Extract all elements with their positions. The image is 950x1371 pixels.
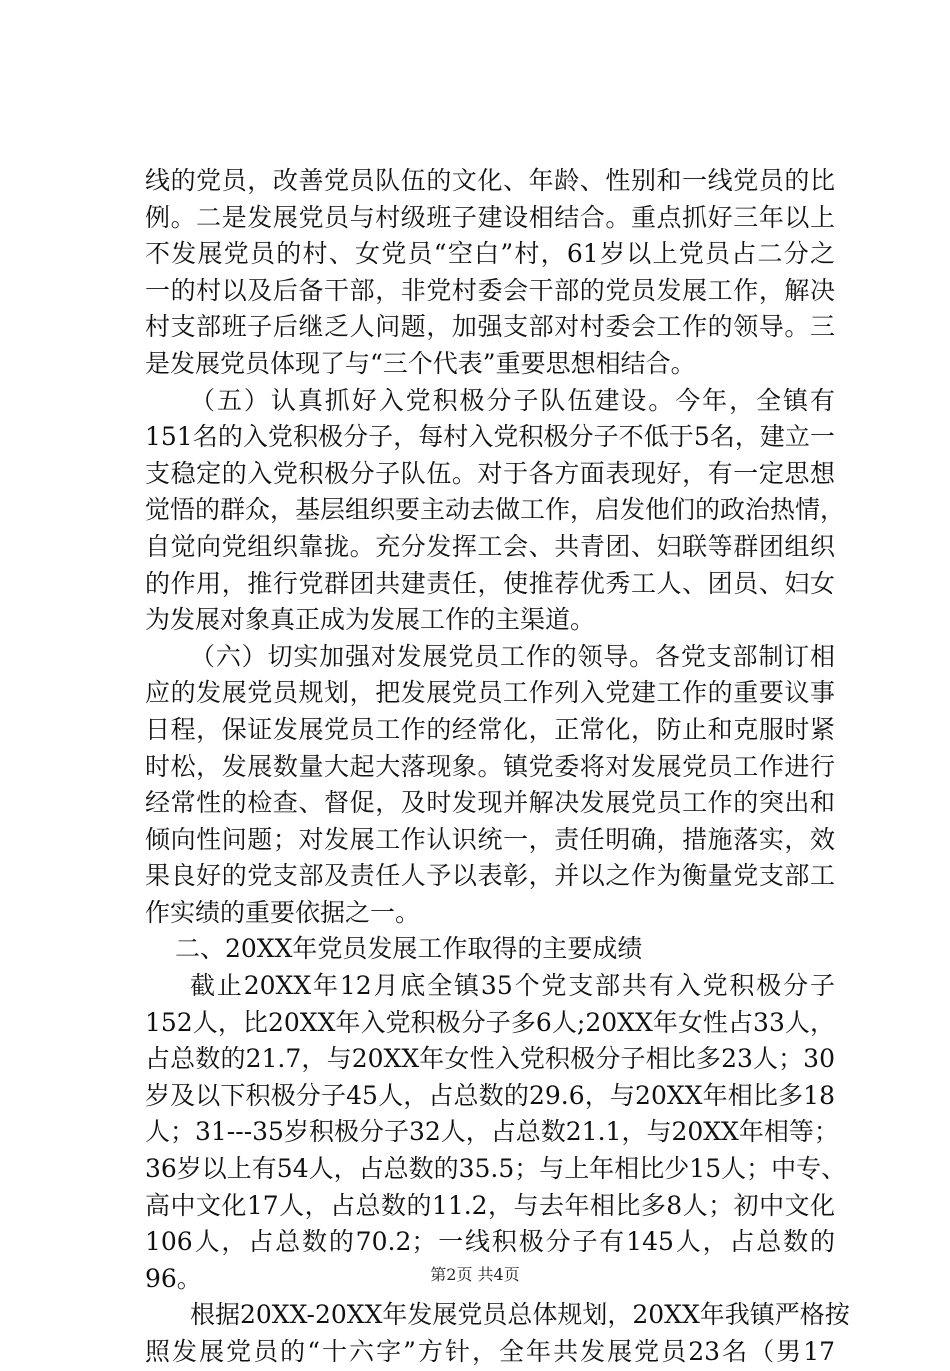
text-line: 一的村以及后备干部，非党村委会干部的党员发展工作，解决 — [145, 275, 835, 305]
text-line: 人；31---35岁积极分子32人，占总数21.1，与20XX年相等； — [145, 1117, 839, 1147]
text-line: 经常性的检查、督促，及时发现并解决发展党员工作的突出和 — [145, 788, 835, 818]
text-line: 支稳定的入党积极分子队伍。对于各方面表现好，有一定思想 — [145, 458, 835, 488]
text-line: 为发展对象真正成为发展工作的主渠道。 — [145, 605, 596, 635]
text-line: （六）切实加强对发展党员工作的领导。各党支部制订相 — [190, 641, 835, 671]
text-line: 不发展党员的村、女党员“空白”村，61岁以上党员占二分之 — [145, 239, 835, 269]
text-line: 果良好的党支部及责任人予以表彰，并以之作为衡量党支部工 — [145, 861, 835, 891]
text-line: 倾向性问题；对发展工作认识统一，责任明确，措施落实，效 — [145, 824, 835, 854]
text-line: 根据20XX-20XX年发展党员总体规划，20XX年我镇严格按 — [190, 1300, 850, 1330]
text-line: 36岁以上有54人，占总数的35.5；与上年相比少15人；中专、 — [145, 1154, 847, 1184]
text-line: 岁及以下积极分子45人，占总数的29.6，与20XX年相比多18 — [145, 1080, 835, 1110]
text-line: 152人，比20XX年入党积极分子多6人;20XX年女性占33人， — [145, 1007, 835, 1037]
text-line: 的作用，推行党群团共建责任，使推荐优秀工人、团员、妇女 — [145, 568, 835, 598]
text-line: 作实绩的重要依据之一。 — [145, 897, 421, 927]
text-line: （五）认真抓好入党积极分子队伍建设。今年，全镇有 — [190, 385, 835, 415]
text-line: 高中文化17人，占总数的11.2，与去年相比多8人；初中文化 — [145, 1190, 835, 1220]
text-line: 106人，占总数的70.2；一线积极分子有145人，占总数的 — [145, 1227, 835, 1257]
text-line: 村支部班子后继乏人问题，加强支部对村委会工作的领导。三 — [145, 312, 835, 342]
text-line: 二、20XX年党员发展工作取得的主要成绩 — [175, 934, 643, 964]
page-footer: 第2页 共4页 — [430, 1265, 520, 1284]
text-line: 151名的入党积极分子，每村入党积极分子不低于5名，建立一 — [145, 422, 835, 452]
text-line: 线的党员，改善党员队伍的文化、年龄、性别和一线党员的比 — [145, 166, 835, 195]
text-line: 96。 — [145, 1263, 202, 1293]
text-line: 应的发展党员规划，把发展党员工作列入党建工作的重要议事 — [145, 678, 835, 708]
text-line: 觉悟的群众，基层组织要主动去做工作，启发他们的政治热情， — [145, 495, 846, 525]
text-line: 截止20XX年12月底全镇35个党支部共有入党积极分子 — [190, 971, 835, 1001]
text-line: 占总数的21.7，与20XX年女性入党积极分子相比多23人；30 — [145, 1044, 835, 1074]
document-body — [145, 163, 850, 1371]
text-line: 日程，保证发展党员工作的经常化，正常化，防止和克服时紧 — [145, 714, 835, 744]
text-line: 自觉向党组织靠拢。充分发挥工会、共青团、妇联等群团组织 — [145, 531, 835, 561]
text-line: 是发展党员体现了与“三个代表”重要思想相结合。 — [145, 348, 696, 378]
text-line: 例。二是发展党员与村级班子建设相结合。重点抓好三年以上 — [145, 202, 835, 232]
text-line: 照发展党员的“十六字”方针，全年共发展党员23名（男17 — [145, 1337, 835, 1366]
text-line: 时松，发展数量大起大落现象。镇党委将对发展党员工作进行 — [145, 751, 835, 781]
